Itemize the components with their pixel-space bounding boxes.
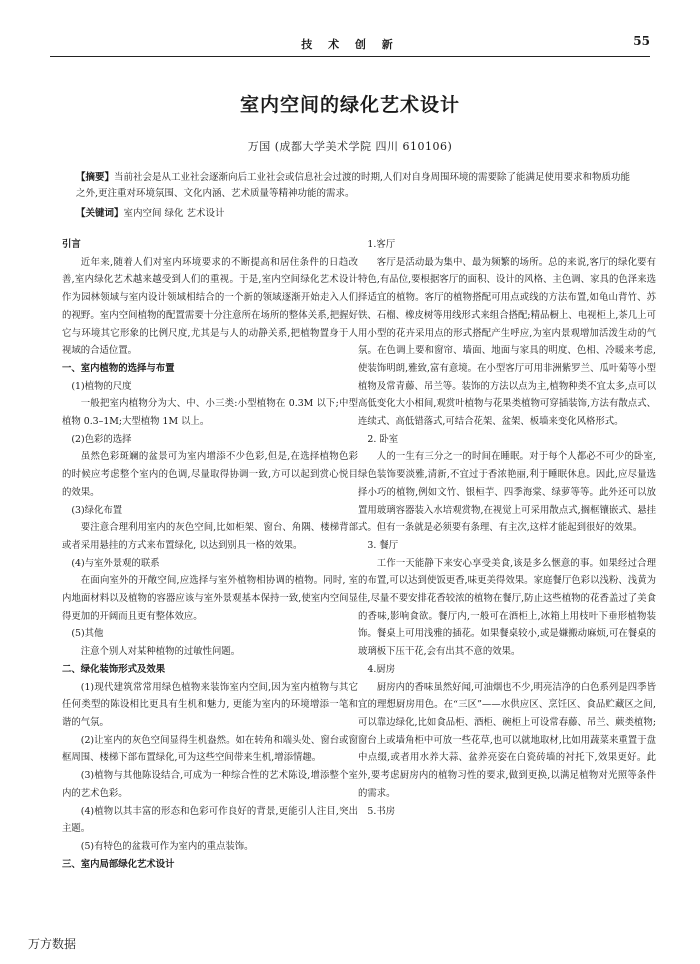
left-column-heading: (1)植物的尺度: [71, 380, 132, 392]
right-column-heading: 2. 卧室: [367, 433, 399, 445]
left-column-heading: 引言: [62, 239, 81, 250]
right-column-heading: 5.书房: [367, 805, 396, 817]
abstract: [76, 170, 636, 202]
abstract-text: 当前社会是从工业社会逐渐向后工业社会或信息社会过渡的时期,人们对自身周围环境的需要除了能满足使用要求和物质功能之外,更注重对环境氛围、文化内涵、艺术质量等精神功能的需求。: [76, 172, 631, 199]
left-column-paragraph: 要注意合理利用室内的灰色空间,比如柜架、窗台、角隅、楼梯背部或者采用悬挂的方式来布置绿化, 以达到别具一格的效果。: [62, 522, 358, 551]
keywords-text: 室内空间 绿化 艺术设计: [123, 208, 225, 219]
left-column-heading: 一、室内植物的选择与布置: [62, 362, 175, 374]
source-watermark: 万方数据: [28, 937, 77, 951]
right-column-paragraph: 客厅是活动最为集中、最为频繁的场所。总的来说,客厅的绿化要有特色,有品位,要根据客厅的面积、设计的风格、主色调、家具的色泽来选择适宜的植物。客厅的植物搭配可用点或线的方法布置,如龟山背竹、苏铁、石榴、橡皮树等用线形式来组合搭配;精品橱上、电视柜上,茶几上可用小型的花卉采用点的形式搭配产生呼应,为室内景观增加活泼生动的气氛。在色调上要和窗帘、墙面、地面与家具的明度、色相、冷暖来考虑,使装饰明朗,雅致,富有意境。在小型客厅可用非洲紫罗兰、瓜叶菊等小型植物及常青藤、吊兰等。装饰的方法以点为主,植物种类不宜太多,点可以高低变化大小相间,观赏叶植物与花果类植物可穿插装饰,方法有散点式、连续式、高低错落式,可结合花架、盆架、板墙来变化风格形式。: [358, 256, 656, 428]
left-column-heading: (2)色彩的选择: [71, 433, 132, 445]
left-column-paragraph: (2)让室内的灰色空间显得生机盎然。如在转角和端头处、窗台或窗框周围、楼梯下部布置绿化,可为这些空间带来生机,增添情趣。: [62, 734, 358, 764]
article-title: 室内空间的绿化艺术设计: [239, 94, 460, 116]
left-column-paragraph: 虽然色彩斑斓的盆景可为室内增添不少色彩,但是,在选择植物色彩的时候应考虑整个室内的色调,尽量取得协调一致,方可以起到赏心悦目的效果。: [62, 451, 358, 498]
keywords: [76, 206, 636, 222]
keywords-label: 【关键词】: [76, 208, 124, 219]
right-column-heading: 4.厨房: [367, 663, 396, 675]
right-column-heading: 3. 餐厅: [367, 539, 399, 551]
right-column-paragraph: 人的一生有三分之一的时间在睡眠。对于每个人都必不可少的卧室,绿色装饰要淡雅,清新,不宜过于香浓艳丽,利于睡眠休息。因此,应尽量选择小巧的植物,例如文竹、银桓芋、四季海棠、绿萝等等。此外还可以放置用玻璃容器装入水培观赏物,在视觉上可采用散点式,搁框镶嵌式、悬挂式。但有一条就是必须要有条理、有主次,这样才能起到很好的效果。: [358, 451, 656, 534]
right-column-paragraph: 厨房内的香味虽然好闻,可油烟也不少,明亮洁净的白色系列是四季皆宜的理想厨房用色。在“三区”——水供应区、烹饪区、食品贮藏区之间,可以靠边绿化,比如食品柜、酒柜、碗柜上可设常春藤、吊兰、蕨类植物;窗台上或墙角柜中可放一些花草,也可以就地取材,比如用蔬菜来重置于盘中点缀,或者用水养大蒜、盆养亮姿在白瓷砖墙的衬托下,效果更好。此外,要考虑厨房内的植物习性的要求,做到更换,以满足植物对光照等条件的需求。: [358, 681, 656, 799]
left-column-heading: 三、室内局部绿化艺术设计: [62, 858, 175, 870]
abstract-label: 【摘要】: [76, 172, 115, 183]
right-column-paragraph: 工作一天能静下来安心享受美食,该是多么惬意的事。如果经过合理的布置,可以达到使饭更香,味更美得效果。家庭餐厅色彩以浅粉、浅黄为佳,尽量不要安排花香较浓的植物在餐厅,防止这些植物的花香盖过了美食的香味,影响食欲。餐厅内,一般可在酒柜上,冰箱上用枝叶下垂形植物装饰。餐桌上可用浅雅的插花。如果餐桌较小,或是嫌搬动麻烦,可在餐桌的玻璃板下压干花,会有出其不意的效果。: [358, 557, 656, 658]
left-column-heading: (4)与室外景观的联系: [71, 557, 160, 569]
left-column-paragraph: 在面向室外的开敞空间,应选择与室外植物相协调的植物。同时, 室内地面材料以及植物的容器应该与室外景观基本保持一致,使室内空间显得更加的开阔而且更有整体效应。: [62, 575, 358, 622]
left-column-paragraph: (5)有特色的盆栽可作为室内的重点装饰。: [80, 840, 254, 852]
left-column-paragraph: (3)植物与其他陈设结合,可成为一种综合性的艺术陈设,增添整个室内的艺术色彩。: [62, 770, 358, 799]
journal-name: 技 术 创 新: [301, 38, 399, 51]
right-column-heading: 1.客厅: [367, 239, 396, 250]
left-column-paragraph: 近年来,随着人们对室内环境要求的不断提高和居住条件的日趋改善,室内绿化艺术越来越受到人们的重视。于是,室内空间绿化艺术设计作为园林领域与室内设计领域相结合的一个新的领域逐渐开始走入人们的视野。室内空间植物的配置需要十分注意所在场所的整体关系,把握好它与环境其它形象的比例尺度,尤其是与人的动静关系,把植物置身于人视域的合适位置。: [62, 256, 358, 357]
author-affiliation: 万国 (成都大学美术学院 四川 610106): [247, 140, 453, 153]
right-column: [358, 236, 656, 820]
left-column-paragraph: (4)植物以其丰富的形态和色彩可作良好的背景,更能引人注目,突出主题。: [62, 805, 358, 835]
left-column-heading: 二、绿化装饰形式及效果: [62, 663, 166, 675]
left-column: [62, 236, 358, 873]
left-column-paragraph: 一般把室内植物分为大、中、小三类:小型植物在 0.3M 以下;中型植物 0.3–1M;大型植物 1M 以上。: [62, 398, 358, 428]
left-column-paragraph: (1)现代建筑常常用绿色植物来装饰室内空间,因为室内植物与其它任何类型的陈设相比更具有生机和魅力, 更能为室内的环境增添一笔和谐的气氛。: [62, 681, 358, 728]
running-head: [50, 34, 650, 57]
left-column-paragraph: 注意个别人对某种植物的过敏性问题。: [80, 646, 241, 658]
page-number: 55: [633, 34, 650, 48]
left-column-heading: (3)绿化布置: [71, 504, 123, 516]
left-column-heading: (5)其他: [71, 628, 104, 640]
